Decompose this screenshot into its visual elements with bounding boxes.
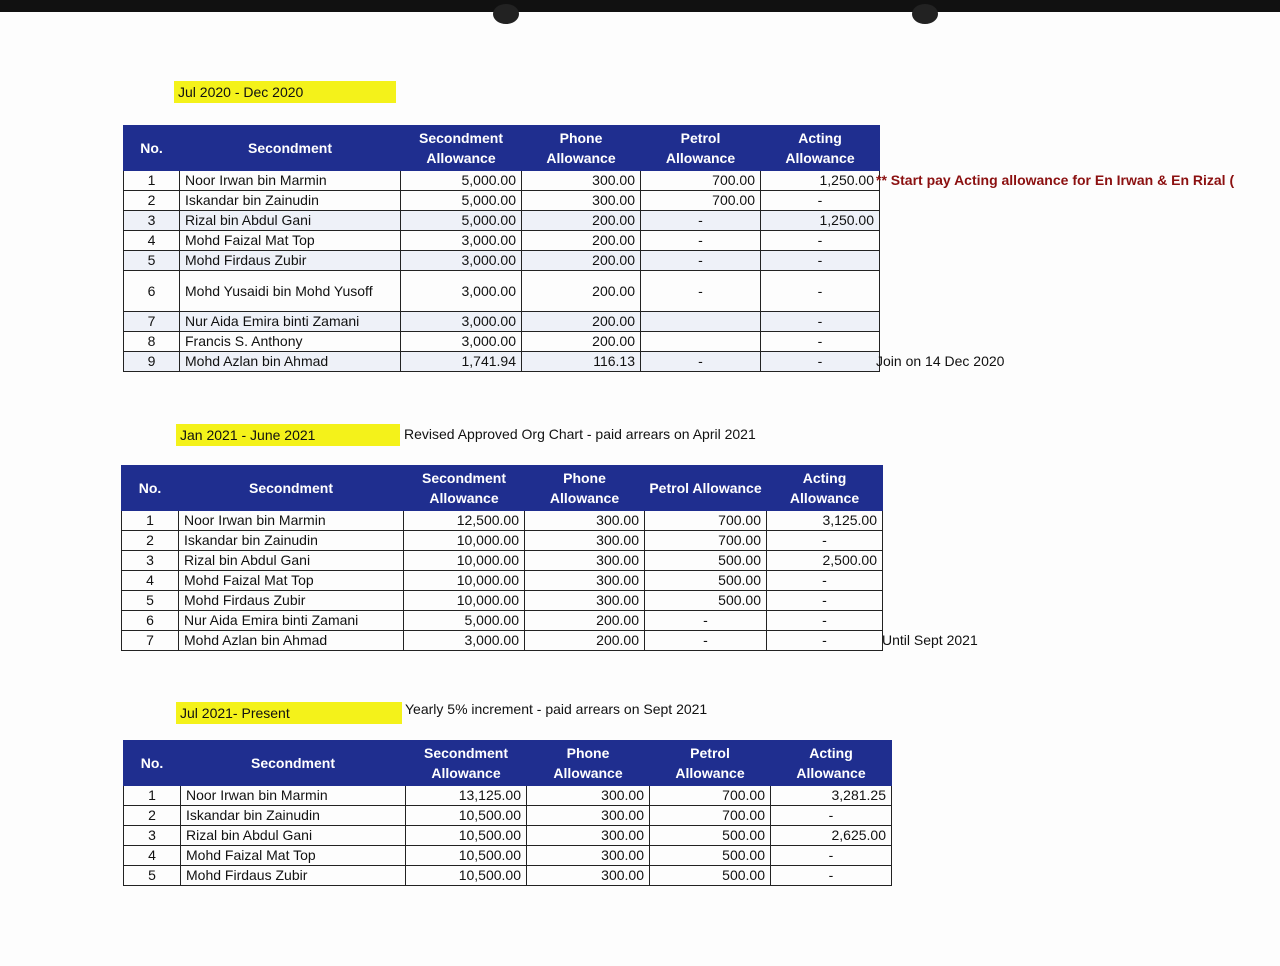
cell-acting: -	[761, 191, 880, 211]
cell-phone: 200.00	[522, 271, 641, 312]
cell-no: 5	[124, 251, 180, 271]
cell-phone: 200.00	[522, 251, 641, 271]
cell-petrol: -	[641, 251, 761, 271]
binder-clip	[912, 4, 938, 24]
table-row	[122, 611, 883, 631]
column-header-petrol: Petrol Allowance	[641, 126, 761, 171]
cell-no: 7	[122, 631, 179, 651]
cell-acting: -	[761, 352, 880, 372]
table-row	[124, 312, 880, 332]
table-row	[124, 826, 892, 846]
cell-no: 8	[124, 332, 180, 352]
cell-sa: 10,500.00	[406, 846, 527, 866]
cell-petrol	[641, 332, 761, 352]
side-note: Join on 14 Dec 2020	[876, 353, 1005, 369]
allowance-table	[123, 740, 892, 886]
column-header-sa: Secondment Allowance	[401, 126, 522, 171]
section-note: Yearly 5% increment - paid arrears on Sept 2021	[405, 701, 708, 717]
table-row	[122, 591, 883, 611]
cell-sa: 5,000.00	[401, 211, 522, 231]
cell-petrol: -	[645, 631, 767, 651]
cell-phone: 200.00	[522, 231, 641, 251]
binder-clip	[493, 4, 519, 24]
table-row	[124, 352, 880, 372]
cell-sa: 10,000.00	[404, 571, 525, 591]
cell-no: 2	[122, 531, 179, 551]
cell-sa: 12,500.00	[404, 511, 525, 531]
cell-acting: -	[767, 611, 883, 631]
cell-name: Mohd Firdaus Zubir	[181, 866, 406, 886]
allowance-table	[121, 465, 883, 651]
table-row	[124, 332, 880, 352]
table-row	[124, 271, 880, 312]
cell-sa: 10,500.00	[406, 866, 527, 886]
cell-no: 1	[124, 786, 181, 806]
cell-petrol	[641, 312, 761, 332]
cell-phone: 300.00	[525, 511, 645, 531]
cell-petrol: 700.00	[641, 191, 761, 211]
cell-acting: 1,250.00	[761, 171, 880, 191]
cell-phone: 300.00	[525, 591, 645, 611]
cell-name: Mohd Faizal Mat Top	[181, 846, 406, 866]
cell-name: Rizal bin Abdul Gani	[180, 211, 401, 231]
cell-name: Nur Aida Emira binti Zamani	[180, 312, 401, 332]
cell-sa: 10,500.00	[406, 826, 527, 846]
cell-acting: 2,625.00	[771, 826, 892, 846]
cell-phone: 200.00	[522, 332, 641, 352]
cell-sa: 1,741.94	[401, 352, 522, 372]
cell-no: 5	[124, 866, 181, 886]
cell-petrol: 500.00	[645, 591, 767, 611]
cell-no: 4	[124, 846, 181, 866]
cell-sa: 3,000.00	[401, 231, 522, 251]
column-header-phone: Phone Allowance	[525, 466, 645, 511]
cell-petrol: -	[645, 611, 767, 631]
cell-sa: 5,000.00	[401, 191, 522, 211]
column-header-sa: Secondment Allowance	[404, 466, 525, 511]
cell-no: 1	[122, 511, 179, 531]
cell-sa: 10,000.00	[404, 551, 525, 571]
cell-petrol: 500.00	[650, 826, 771, 846]
table-row	[122, 511, 883, 531]
cell-petrol: 500.00	[645, 571, 767, 591]
cell-name: Mohd Yusaidi bin Mohd Yusoff	[180, 271, 401, 312]
cell-sa: 3,000.00	[401, 251, 522, 271]
cell-petrol: 500.00	[650, 866, 771, 886]
cell-name: Nur Aida Emira binti Zamani	[179, 611, 404, 631]
cell-name: Rizal bin Abdul Gani	[179, 551, 404, 571]
table-row	[124, 191, 880, 211]
cell-acting: -	[761, 312, 880, 332]
cell-sa: 5,000.00	[401, 171, 522, 191]
cell-phone: 300.00	[525, 531, 645, 551]
cell-no: 1	[124, 171, 180, 191]
cell-phone: 300.00	[527, 866, 650, 886]
table-row	[122, 531, 883, 551]
cell-acting: -	[767, 591, 883, 611]
table-row	[124, 211, 880, 231]
cell-petrol: 700.00	[645, 531, 767, 551]
cell-acting: -	[761, 251, 880, 271]
period-label: Jul 2020 - Dec 2020	[174, 81, 396, 103]
cell-acting: 3,125.00	[767, 511, 883, 531]
cell-acting: 3,281.25	[771, 786, 892, 806]
cell-sa: 3,000.00	[401, 271, 522, 312]
side-note: ** Start pay Acting allowance for En Irwan & En Rizal (	[876, 172, 1235, 188]
cell-phone: 300.00	[522, 191, 641, 211]
column-header-petrol: Petrol Allowance	[650, 741, 771, 786]
cell-phone: 300.00	[527, 826, 650, 846]
cell-no: 3	[124, 211, 180, 231]
cell-phone: 200.00	[525, 611, 645, 631]
cell-name: Mohd Faizal Mat Top	[179, 571, 404, 591]
cell-no: 4	[122, 571, 179, 591]
cell-sa: 3,000.00	[404, 631, 525, 651]
cell-petrol: 700.00	[650, 786, 771, 806]
cell-phone: 300.00	[525, 551, 645, 571]
cell-petrol: 500.00	[650, 846, 771, 866]
column-header-acting: Acting Allowance	[771, 741, 892, 786]
table-row	[124, 786, 892, 806]
cell-petrol: -	[641, 271, 761, 312]
allowance-table	[123, 125, 880, 372]
cell-no: 6	[124, 271, 180, 312]
cell-sa: 10,000.00	[404, 591, 525, 611]
cell-acting: -	[761, 332, 880, 352]
cell-no: 6	[122, 611, 179, 631]
period-label: Jul 2021- Present	[176, 702, 402, 724]
cell-name: Mohd Faizal Mat Top	[180, 231, 401, 251]
cell-name: Mohd Azlan bin Ahmad	[179, 631, 404, 651]
cell-acting: -	[767, 631, 883, 651]
column-header-acting: Acting Allowance	[761, 126, 880, 171]
column-header-petrol: Petrol Allowance	[645, 466, 767, 511]
cell-name: Noor Irwan bin Marmin	[180, 171, 401, 191]
cell-acting: 1,250.00	[761, 211, 880, 231]
cell-sa: 10,000.00	[404, 531, 525, 551]
cell-acting: -	[761, 271, 880, 312]
cell-no: 4	[124, 231, 180, 251]
cell-petrol: 500.00	[645, 551, 767, 571]
cell-acting: 2,500.00	[767, 551, 883, 571]
column-header-acting: Acting Allowance	[767, 466, 883, 511]
cell-phone: 300.00	[527, 786, 650, 806]
cell-name: Noor Irwan bin Marmin	[181, 786, 406, 806]
cell-phone: 300.00	[527, 806, 650, 826]
cell-no: 5	[122, 591, 179, 611]
cell-no: 7	[124, 312, 180, 332]
cell-name: Francis S. Anthony	[180, 332, 401, 352]
column-header-phone: Phone Allowance	[522, 126, 641, 171]
cell-petrol: 700.00	[650, 806, 771, 826]
cell-petrol: -	[641, 352, 761, 372]
cell-acting: -	[761, 231, 880, 251]
cell-name: Iskandar bin Zainudin	[181, 806, 406, 826]
cell-name: Mohd Firdaus Zubir	[180, 251, 401, 271]
table-row	[124, 171, 880, 191]
cell-name: Iskandar bin Zainudin	[180, 191, 401, 211]
cell-name: Noor Irwan bin Marmin	[179, 511, 404, 531]
cell-name: Mohd Azlan bin Ahmad	[180, 352, 401, 372]
column-header-no: No.	[122, 466, 179, 511]
column-header-name: Secondment	[181, 741, 406, 786]
top-edge	[0, 0, 1280, 12]
cell-petrol: 700.00	[641, 171, 761, 191]
cell-no: 2	[124, 806, 181, 826]
cell-no: 2	[124, 191, 180, 211]
cell-phone: 300.00	[527, 846, 650, 866]
cell-phone: 116.13	[522, 352, 641, 372]
cell-no: 3	[122, 551, 179, 571]
cell-phone: 300.00	[522, 171, 641, 191]
side-note: Until Sept 2021	[882, 632, 978, 648]
cell-acting: -	[767, 571, 883, 591]
column-header-name: Secondment	[179, 466, 404, 511]
column-header-no: No.	[124, 126, 180, 171]
column-header-name: Secondment	[180, 126, 401, 171]
cell-phone: 200.00	[522, 312, 641, 332]
cell-sa: 10,500.00	[406, 806, 527, 826]
cell-phone: 200.00	[525, 631, 645, 651]
cell-sa: 3,000.00	[401, 332, 522, 352]
cell-name: Rizal bin Abdul Gani	[181, 826, 406, 846]
cell-petrol: -	[641, 211, 761, 231]
table-row	[122, 631, 883, 651]
cell-acting: -	[767, 531, 883, 551]
cell-acting: -	[771, 866, 892, 886]
table-row	[124, 806, 892, 826]
cell-no: 3	[124, 826, 181, 846]
column-header-no: No.	[124, 741, 181, 786]
cell-acting: -	[771, 806, 892, 826]
column-header-sa: Secondment Allowance	[406, 741, 527, 786]
table-row	[124, 251, 880, 271]
period-label: Jan 2021 - June 2021	[176, 424, 400, 446]
cell-name: Iskandar bin Zainudin	[179, 531, 404, 551]
cell-no: 9	[124, 352, 180, 372]
cell-petrol: -	[641, 231, 761, 251]
cell-sa: 3,000.00	[401, 312, 522, 332]
table-row	[124, 866, 892, 886]
cell-name: Mohd Firdaus Zubir	[179, 591, 404, 611]
section-note: Revised Approved Org Chart - paid arrears on April 2021	[404, 426, 756, 442]
cell-phone: 200.00	[522, 211, 641, 231]
cell-phone: 300.00	[525, 571, 645, 591]
table-row	[124, 846, 892, 866]
cell-sa: 13,125.00	[406, 786, 527, 806]
column-header-phone: Phone Allowance	[527, 741, 650, 786]
cell-sa: 5,000.00	[404, 611, 525, 631]
table-row	[122, 571, 883, 591]
cell-acting: -	[771, 846, 892, 866]
cell-petrol: 700.00	[645, 511, 767, 531]
table-row	[124, 231, 880, 251]
table-row	[122, 551, 883, 571]
